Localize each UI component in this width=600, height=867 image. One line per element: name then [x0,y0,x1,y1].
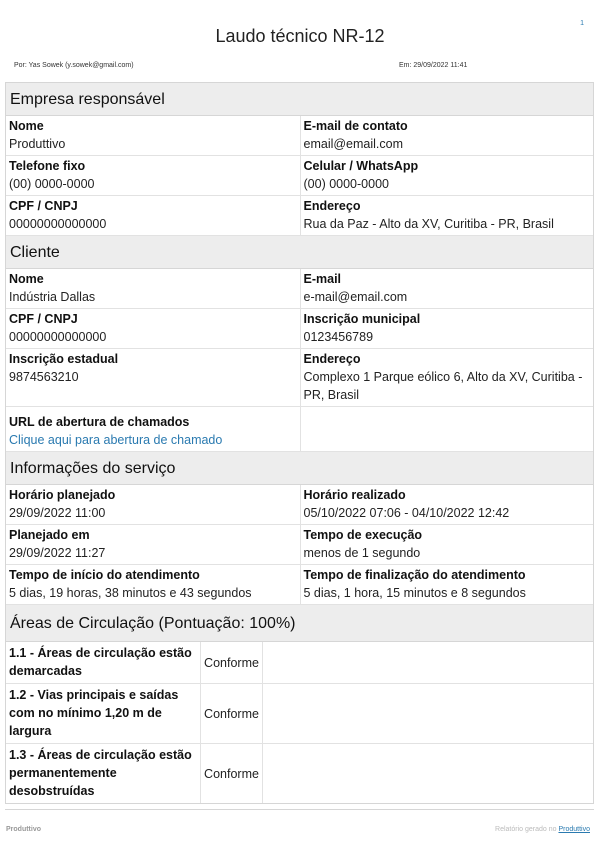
field-value: (00) 0000-0000 [9,177,95,191]
cliente-inscricao-municipal [300,309,594,348]
servico-planejado-em [6,525,300,564]
footer-produttivo-link[interactable]: Produttivo [558,826,590,833]
field-value: email@email.com [303,137,404,151]
checklist-status: Conforme [201,642,263,683]
cliente-nome [6,269,300,308]
section-servico-title: Informações do serviço [6,452,593,485]
field-value: 9874563210 [9,370,79,384]
cliente-inscricao-estadual [6,349,300,406]
field-value: Rua da Paz - Alto da XV, Curitiba - PR, Brasil [303,217,554,231]
field-label: Endereço [303,352,361,366]
cliente-row-2 [6,309,593,349]
field-label: Inscrição estadual [9,352,119,366]
cliente-row-4 [6,407,593,452]
servico-row-3 [6,565,593,605]
servico-horario-planejado [6,485,300,524]
cliente-cpf [6,309,300,348]
field-label: Telefone fixo [9,159,86,173]
field-value: menos de 1 segundo [303,546,421,560]
footer-divider [5,809,594,810]
chamado-link[interactable]: Clique aqui para abertura de chamado [9,433,223,447]
cliente-row-3 [6,349,593,407]
empresa-endereco [300,196,594,235]
field-label: E-mail de contato [303,119,408,133]
servico-row-1 [6,485,593,525]
field-label: Celular / WhatsApp [303,159,419,173]
checklist-comment [263,744,593,803]
field-label: URL de abertura de chamados [9,415,190,429]
field-label: CPF / CNPJ [9,312,78,326]
checklist-row [6,684,593,744]
field-value: 00000000000000 [9,330,107,344]
field-label: CPF / CNPJ [9,199,78,213]
field-value: 5 dias, 1 hora, 15 minutos e 8 segundos [303,586,526,600]
empresa-row-1 [6,116,593,156]
checklist-row [6,642,593,684]
field-value: 00000000000000 [9,217,107,231]
checklist-status: Conforme [201,684,263,743]
checklist-status: Conforme [201,744,263,803]
servico-tempo-execucao [300,525,594,564]
servico-tempo-inicio [6,565,300,604]
footer-generated [495,826,590,833]
empty-cell [300,407,594,451]
field-value: Produttivo [9,137,66,151]
empresa-telefone [6,156,300,195]
field-value: 29/09/2022 11:00 [9,506,106,520]
field-label: Tempo de execução [303,528,423,542]
empresa-email [300,116,594,155]
field-label: Inscrição municipal [303,312,421,326]
field-value: Indústria Dallas [9,290,96,304]
cliente-email [300,269,594,308]
servico-row-2 [6,525,593,565]
field-label: Horário planejado [9,488,116,502]
cliente-row-1 [6,269,593,309]
empresa-celular [300,156,594,195]
section-empresa-title: Empresa responsável [6,83,593,116]
field-label: Tempo de início do atendimento [9,568,200,582]
cliente-url-chamados [6,407,300,451]
field-value: Complexo 1 Parque eólico 6, Alto da XV, Curitiba - PR, Brasil [303,370,583,402]
field-label: Nome [9,119,44,133]
document-title: Laudo técnico NR-12 [215,26,385,46]
field-value: 5 dias, 19 horas, 38 minutos e 43 segundos [9,586,252,600]
servico-horario-realizado [300,485,594,524]
field-label: Nome [9,272,44,286]
field-label: Endereço [303,199,361,213]
checklist-row [6,744,593,803]
field-label: Horário realizado [303,488,406,502]
empresa-row-3 [6,196,593,236]
checklist-comment [263,642,593,683]
cliente-endereco [300,349,594,406]
checklist-comment [263,684,593,743]
field-label: Tempo de finalização do atendimento [303,568,526,582]
field-value: (00) 0000-0000 [303,177,389,191]
empresa-cpf [6,196,300,235]
checklist-question: 1.1 - Áreas de circulação estão demarcadas [6,642,201,683]
field-value: 29/09/2022 11:27 [9,546,106,560]
report-author: Por: Yas Sowek (y.sowek@gmail.com) [14,62,134,69]
field-label: Planejado em [9,528,90,542]
field-value: e-mail@email.com [303,290,408,304]
footer-brand: Produttivo [6,826,41,833]
checklist-question: 1.3 - Áreas de circulação estão permanentemente desobstruídas [6,744,201,803]
page-number: 1 [580,20,584,27]
field-value: 05/10/2022 07:06 - 04/10/2022 12:42 [303,506,510,520]
report-date: Em: 29/09/2022 11:41 [399,62,468,69]
field-label: E-mail [303,272,342,286]
checklist-question: 1.2 - Vias principais e saídas com no mínimo 1,20 m de largura [6,684,201,743]
empresa-nome [6,116,300,155]
empresa-row-2 [6,156,593,196]
footer-generated-text: Relatório gerado no [495,826,557,833]
field-value: 0123456789 [303,330,374,344]
report-body [5,82,594,804]
section-areas-title: Áreas de Circulação (Pontuação: 100%) [6,605,593,642]
servico-tempo-finalizacao [300,565,594,604]
section-cliente-title: Cliente [6,236,593,269]
